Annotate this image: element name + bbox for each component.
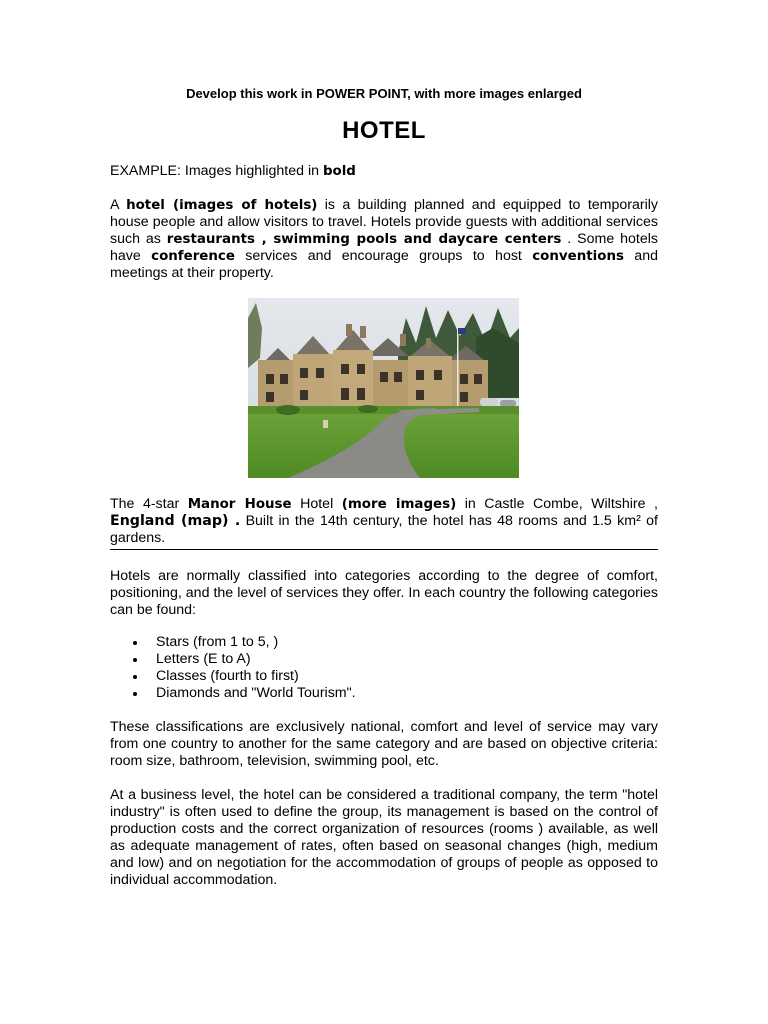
hotel-images-link[interactable]: hotel (images of hotels)	[126, 198, 318, 213]
conventions-link[interactable]: conventions	[532, 249, 624, 264]
conference-link[interactable]: conference	[151, 249, 235, 264]
categories-paragraph: Hotels are normally classified into categories according to the degree of comfort, positioning, and the level of services they offer. In each country the following categories can be found:	[110, 568, 658, 618]
example-text: EXAMPLE: Images highlighted in	[110, 163, 323, 179]
category-list	[110, 634, 356, 702]
page-title: HOTEL	[342, 117, 426, 144]
intro-text-1: A	[110, 197, 127, 213]
intro-text-3: . Some hotels have	[110, 231, 658, 264]
list-item: Letters (E to A)	[110, 651, 356, 668]
horizontal-divider	[110, 549, 658, 550]
photo-caption	[110, 496, 658, 547]
list-item: Classes (fourth to first)	[110, 668, 356, 685]
hotel-photo	[248, 298, 519, 478]
example-line	[110, 163, 658, 180]
caption-text-2: Hotel	[291, 496, 342, 512]
restaurants-link[interactable]: restaurants , swimming pools and daycare centers	[166, 232, 562, 247]
england-map-link[interactable]: England (map) .	[110, 513, 241, 529]
list-item: Diamonds and "World Tourism".	[110, 685, 356, 702]
manor-house-link[interactable]: Manor House	[187, 497, 292, 512]
classifications-paragraph: These classifications are exclusively national, comfort and level of service may vary from one country to another for the same category and are based on objective criteria: room size, bathroom, television, swimming pool, etc.	[110, 719, 658, 769]
instruction-note: Develop this work in POWER POINT, with more images enlarged	[186, 86, 582, 101]
business-paragraph: At a business level, the hotel can be considered a traditional company, the term "hotel industry" is often used to define the group, its management is based on the control of production costs and the correct organization of resources (rooms ) available, as well as adequate management of rates, often based on seasonal changes (high, medium and low) and on negotiation for the accommodation of groups of people as opposed to individual accommodation.	[110, 787, 658, 888]
caption-text-4: Built in the 14th century, the hotel has 48 rooms and 1.5 km² of gardens.	[110, 513, 658, 546]
caption-text-1: The 4-star	[110, 496, 188, 512]
intro-text-2: is a building planned and equipped to temporarily house people and allow visitors to travel. Hotels provide guests with additional services such as	[110, 197, 658, 247]
caption-text-3: in Castle Combe, Wiltshire ,	[456, 496, 658, 512]
example-bold-word: bold	[322, 164, 356, 179]
more-images-link[interactable]: (more images)	[341, 497, 457, 512]
intro-text-4: services and encourage groups to host	[234, 248, 533, 264]
intro-text-5: and meetings at their property.	[110, 248, 658, 281]
list-item: Stars (from 1 to 5, )	[110, 634, 356, 651]
intro-paragraph	[110, 197, 658, 282]
